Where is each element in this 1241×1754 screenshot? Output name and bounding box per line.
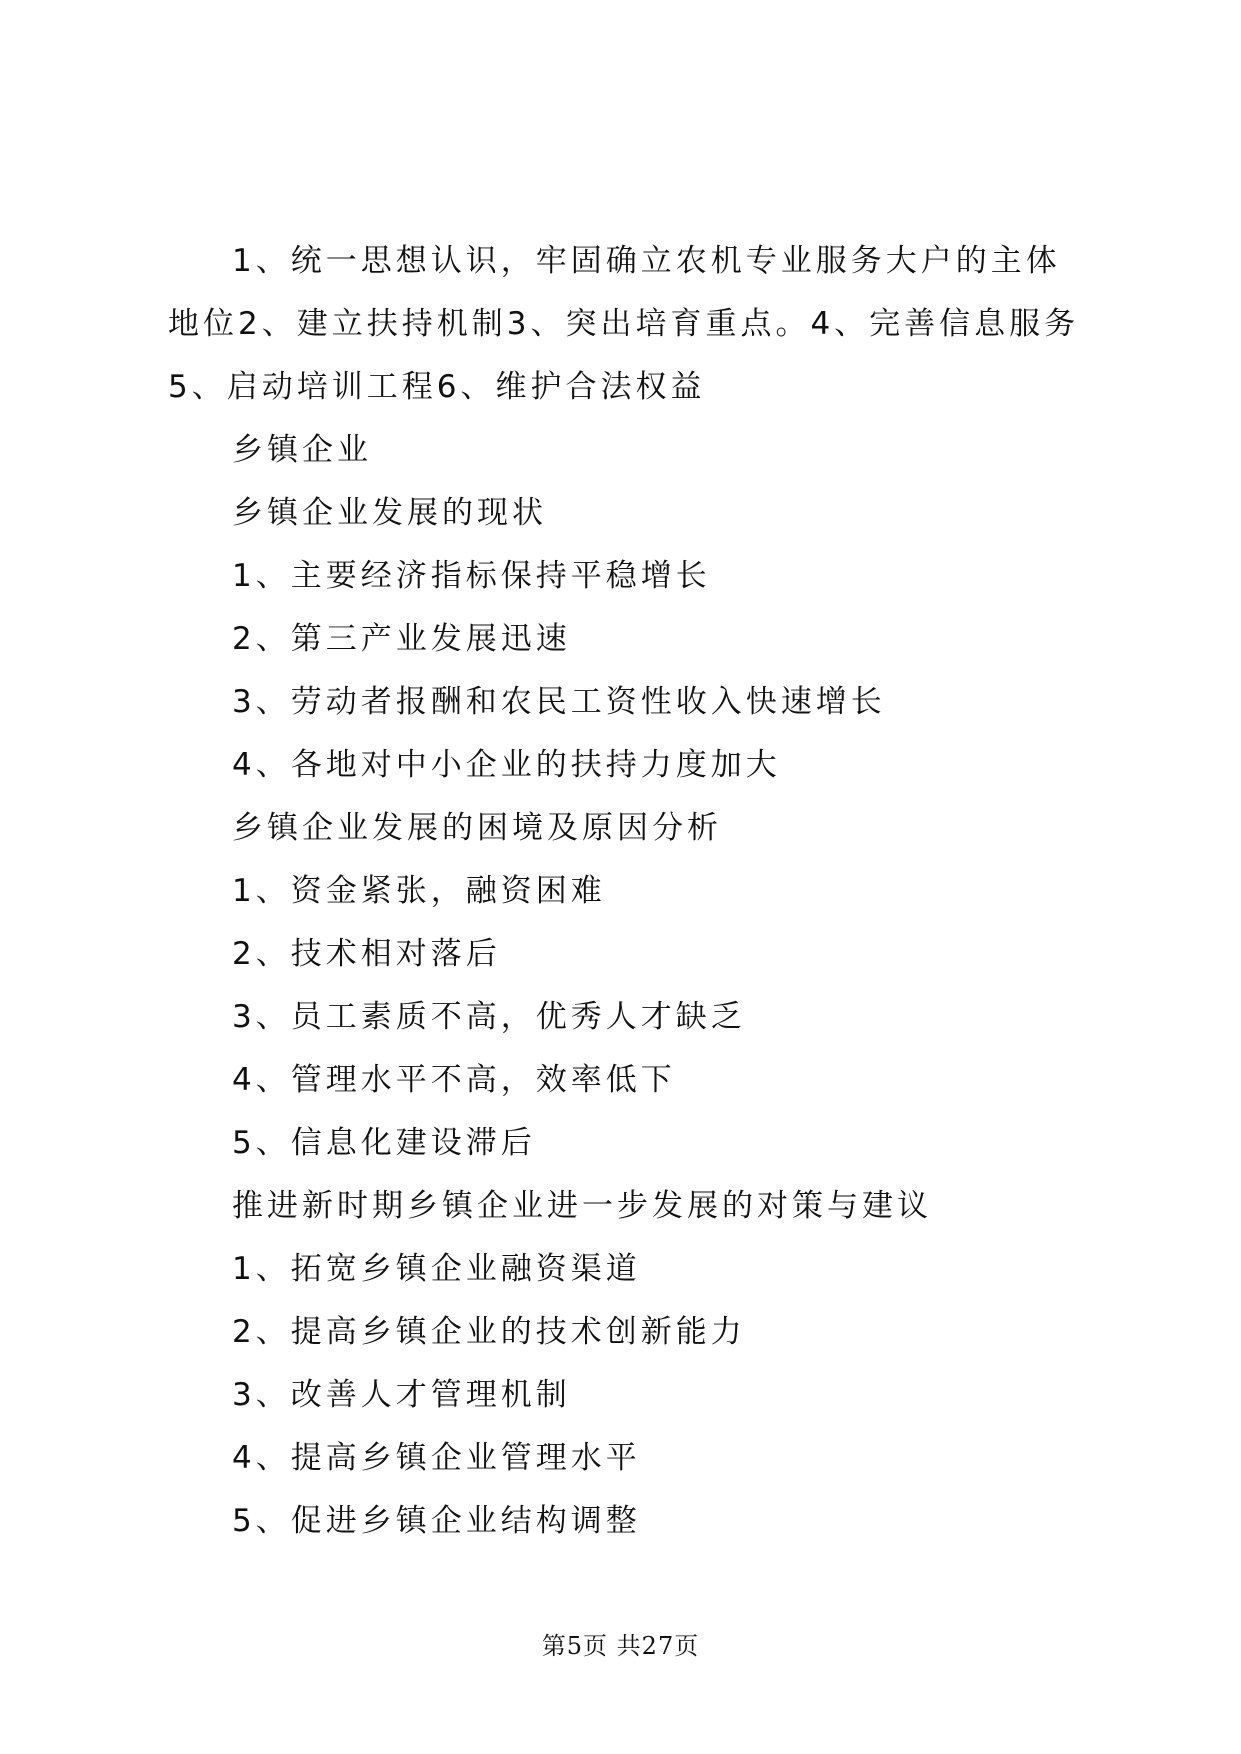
subsection-title: 乡镇企业发展的困境及原因分析	[232, 810, 722, 846]
document-body	[168, 230, 1088, 1553]
list-item: 4、各地对中小企业的扶持力度加大	[232, 747, 781, 783]
list-item: 1、主要经济指标保持平稳增长	[232, 558, 711, 594]
list-item: 4、提高乡镇企业管理水平	[232, 1440, 641, 1476]
intro-paragraph: 1、统一思想认识，牢固确立农机专业服务大户的主体地位2、建立扶持机制3、突出培育重点。4、完善信息服务5、启动培训工程6、维护合法权益	[168, 243, 1080, 405]
page-footer: 第5页 共27页	[541, 1632, 700, 1660]
list-item: 2、技术相对落后	[232, 936, 501, 972]
list-item: 1、资金紧张，融资困难	[232, 873, 606, 909]
list-item: 3、改善人才管理机制	[232, 1377, 571, 1413]
list-item: 2、第三产业发展迅速	[232, 621, 571, 657]
list-item: 3、员工素质不高，优秀人才缺乏	[232, 999, 746, 1035]
section-title: 乡镇企业	[232, 432, 372, 468]
list-item: 5、促进乡镇企业结构调整	[232, 1503, 641, 1539]
list-item: 3、劳动者报酬和农民工资性收入快速增长	[232, 684, 886, 720]
list-item: 5、信息化建设滞后	[232, 1125, 536, 1161]
list-item: 4、管理水平不高，效率低下	[232, 1062, 676, 1098]
list-item: 1、拓宽乡镇企业融资渠道	[232, 1251, 641, 1287]
list-item: 2、提高乡镇企业的技术创新能力	[232, 1314, 746, 1350]
subsection-title: 推进新时期乡镇企业进一步发展的对策与建议	[232, 1188, 932, 1224]
subsection-title: 乡镇企业发展的现状	[232, 495, 547, 531]
